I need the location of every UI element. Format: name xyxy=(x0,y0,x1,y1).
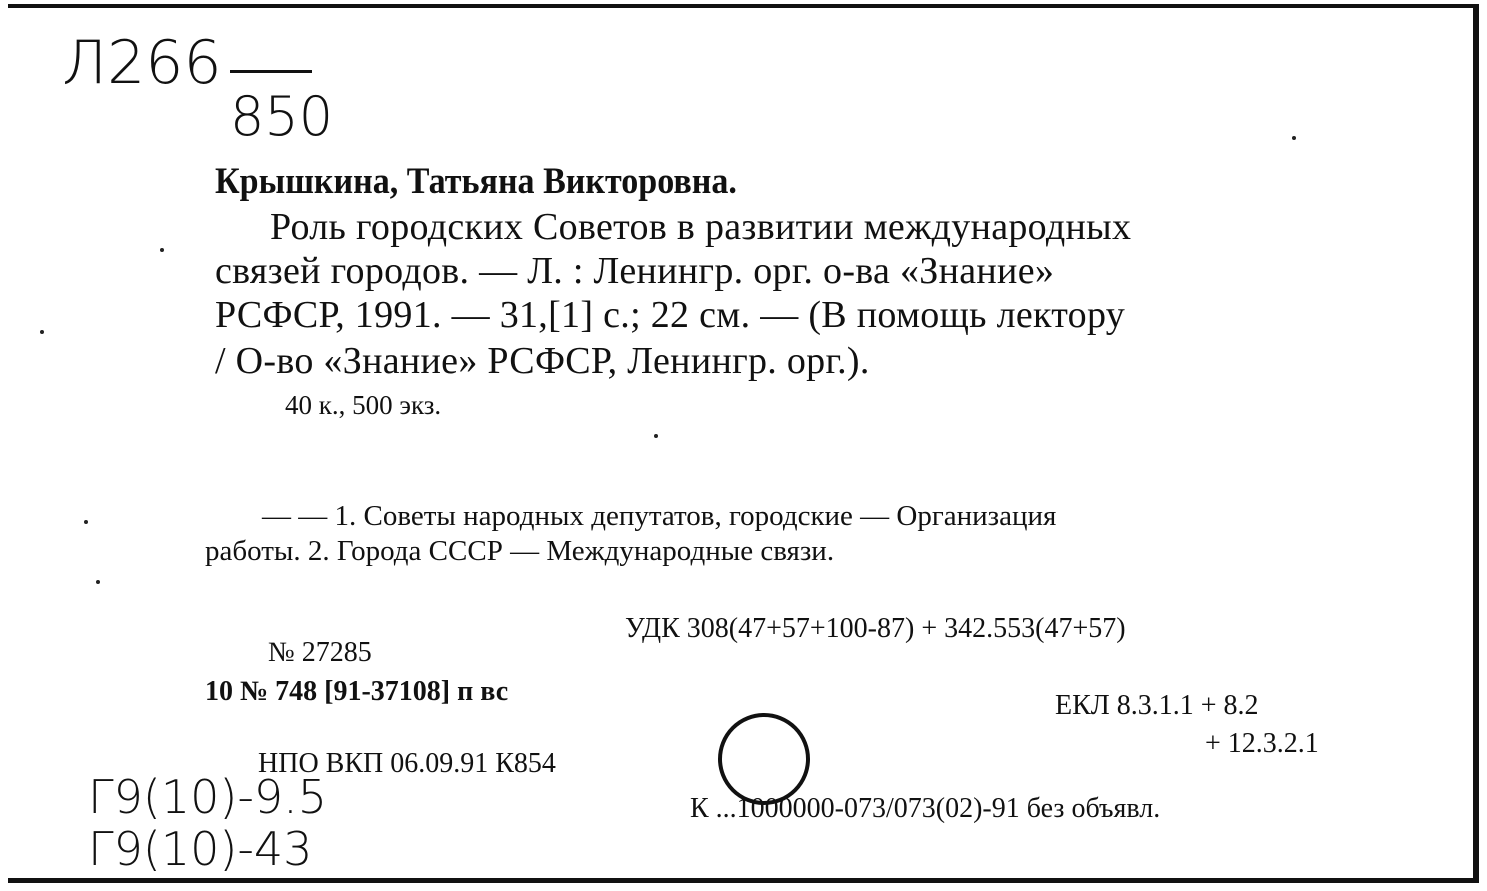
handwritten-call-number-bottom: 850 xyxy=(230,85,334,148)
subjects-line-2: работы. 2. Города СССР — Международные связи. xyxy=(205,535,835,567)
handwritten-call-number-top: Л266 xyxy=(62,28,222,98)
price-and-copies: 40 к., 500 экз. xyxy=(285,390,442,420)
k-code: К ...1000000-073/073(02)-91 без объявл. xyxy=(690,793,1161,824)
card-border-right xyxy=(1473,4,1479,882)
handwritten-shelf-line-1: Г9(10)-9.5 xyxy=(88,770,328,824)
scan-speck xyxy=(40,330,44,334)
card-border-bottom xyxy=(8,878,1479,883)
title-line-3: РСФСР, 1991. — 31,[1] с.; 22 см. — (В помощь лектору xyxy=(215,294,1126,336)
author-name: Крышкина, Татьяна Викторовна. xyxy=(215,161,737,202)
scan-speck xyxy=(160,248,164,252)
title-line-2: связей городов. — Л. : Ленингр. орг. о-ва «Знание» xyxy=(215,250,1055,292)
npo-code: НПО ВКП 06.09.91 К854 xyxy=(258,748,556,779)
ekl-code-2: + 12.3.2.1 xyxy=(1205,728,1319,759)
card-border-top xyxy=(8,4,1478,8)
ekl-code-1: ЕКЛ 8.3.1.1 + 8.2 xyxy=(1055,690,1259,721)
title-line-4: / О-во «Знание» РСФСР, Ленингр. орг.). xyxy=(215,340,870,382)
title-line-1: Роль городских Советов в развитии международных xyxy=(270,206,1132,248)
print-order: 10 № 748 [91-37108] п вс xyxy=(205,676,509,707)
handwritten-shelf-line-2: Г9(10)-43 xyxy=(88,822,313,876)
stamp-circle xyxy=(718,713,810,805)
record-number: № 27285 xyxy=(268,637,372,668)
scan-speck xyxy=(96,580,100,584)
call-number-divider xyxy=(230,70,312,73)
subjects-line-1: — — 1. Советы народных депутатов, городские — Организация xyxy=(262,500,1057,532)
scan-speck xyxy=(654,434,658,438)
scan-speck xyxy=(84,520,88,524)
udk-code: УДК 308(47+57+100-87) + 342.553(47+57) xyxy=(625,613,1126,644)
scan-speck xyxy=(1292,136,1296,140)
